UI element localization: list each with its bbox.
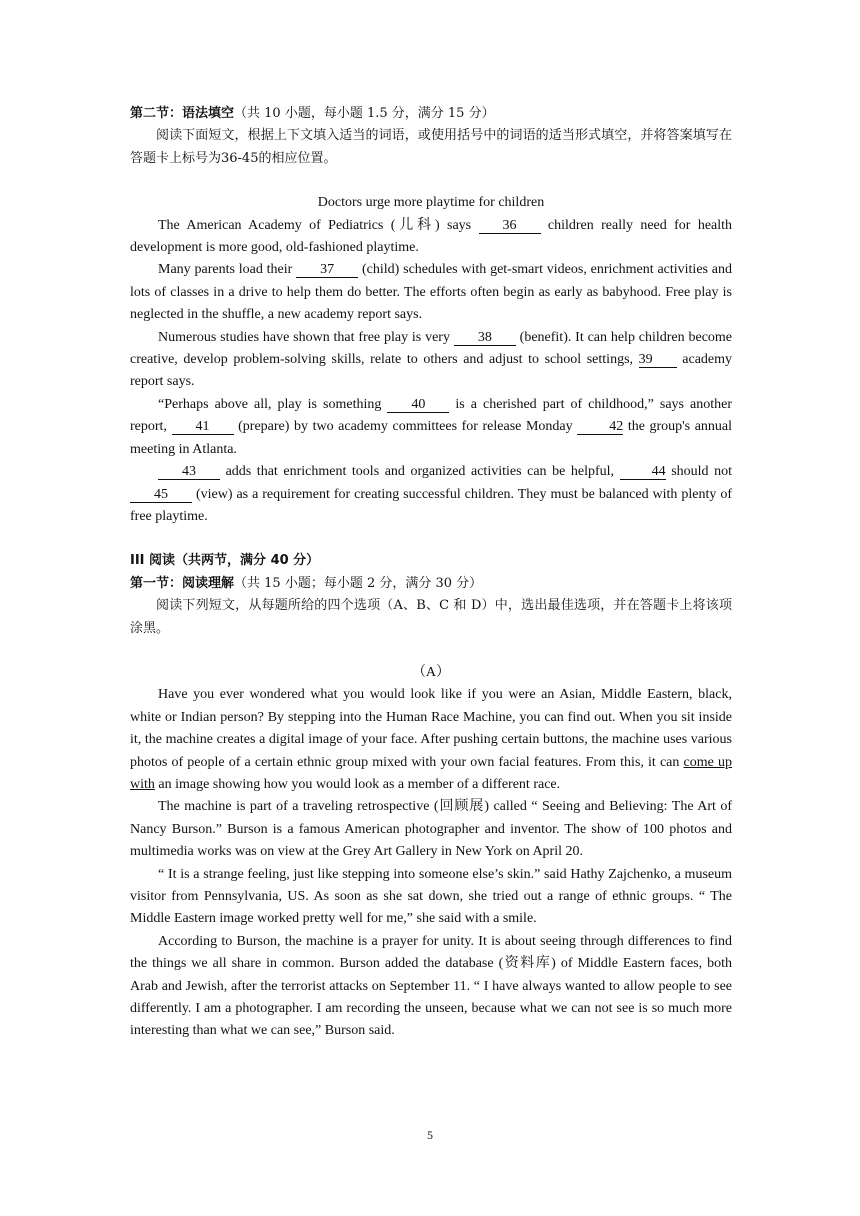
- part3-heading: III 阅读（共两节，满分 40 分）: [130, 553, 320, 569]
- part3-section1-bold: 第一节：阅读理解: [130, 575, 235, 591]
- section2-heading-note: （共 10 小题，每小题 1.5 分，满分 15 分）: [234, 106, 495, 121]
- part3-instruction: 阅读下列短文，从每题所给的四个选项（A、B、C 和 D）中，选出最佳选项，并在答题卡上将该项涂黑。: [130, 598, 732, 636]
- blank-45: 45: [130, 487, 192, 503]
- underlined-phrase: come up with: [130, 754, 733, 792]
- blank-37: 37: [296, 262, 358, 278]
- passage-a-paragraph-1: Have you ever wondered what you would look like if you were an Asian, Middle Eastern, black, white or Indian person? By stepping into the Human Race Machine, you can find out. When you sit inside it, the machine creates a digital image of your face. After pushing certain buttons, the machine uses various photos of people of a certain ethnic group mixed with your own facial features. From this, it can come up with an image showing how you would look as a member of a different race.: [130, 687, 733, 792]
- grammar-paragraph-2: Many parents load their 37 (child) schedules with get-smart videos, enrichment activities and lots of classes in a drive to help them do better. The efforts often begin as early as babyhood. Free play is neglected in the shuffle, a new academy report says.: [130, 262, 733, 323]
- passage-a-paragraph-2: The machine is part of a traveling retrospective (回顾展) called “ Seeing and Believing: The Art of Nancy Burson.” Burson is a famous American photographer and inventor. The show of 100 photos and multimedia works was on view at the Grey Art Gallery in New York on April 20.: [130, 799, 732, 860]
- section2-heading: [130, 103, 732, 125]
- blank-36: 36: [479, 218, 541, 234]
- exam-page: [130, 103, 732, 1043]
- part3-section1-heading: [130, 573, 732, 595]
- grammar-paragraph-5: 43 adds that enrichment tools and organized activities can be helpful, 44 should not 45 (view) as a requirement for creating successful children. They must be balanced with plenty of free playtime.: [130, 464, 733, 524]
- grammar-paragraph-1: The American Academy of Pediatrics (儿科) says 36 children really need for health development is more good, old-fashioned playtime.: [130, 217, 733, 256]
- blank-40: 40: [387, 397, 449, 413]
- blank-42: 42: [577, 419, 623, 435]
- blank-44: 44: [620, 464, 666, 480]
- passage-a-paragraph-4: According to Burson, the machine is a prayer for unity. It is about seeing through differences to find the things we all share in common. Burson added the database (资料库) of Middle Eastern faces, both Arab and Jewish, after the terrorist attacks on September 11. “ I have always wanted to allow people to see differently. I am a photographer. I am recording the unseen, because what we can not see is so much more interesting than what we can see,” Burson said.: [130, 933, 732, 1039]
- passage-a-paragraph-3: “ It is a strange feeling, just like stepping into someone else’s skin.” said Hathy Zajchenko, a museum visitor from Pennsylvania, US. As soon as she sat down, she tried out a range of ethnic groups. “ The Middle Eastern image worked pretty well for me,” she said with a smile.: [130, 866, 732, 927]
- page-number: 5: [427, 1128, 433, 1142]
- section2-instruction: 阅读下面短文，根据上下文填入适当的词语，或使用括号中的词语的适当形式填空，并将答案填写在答题卡上标号为36-45的相应位置。: [130, 128, 732, 166]
- grammar-passage-title: Doctors urge more playtime for children: [317, 195, 545, 211]
- part3-section1-note: （共 15 小题；每小题 2 分，满分 30 分）: [234, 575, 483, 591]
- grammar-paragraph-4: “Perhaps above all, play is something 40 is a cherished part of childhood,” says another report, 41 (prepare) by two academy committees for release Monday 42 the group's annual meeting in Atlanta.: [130, 396, 733, 457]
- section2-heading-bold: 第二节：语法填空: [130, 106, 235, 121]
- blank-43: 43: [158, 464, 220, 480]
- blank-38: 38: [454, 330, 516, 346]
- passage-a-label: （A）: [411, 664, 451, 680]
- grammar-paragraph-3: Numerous studies have shown that free play is very 38 (benefit). It can help children become creative, develop problem-solving skills, relate to others and adjust to school settings, 39 academy report says.: [130, 329, 733, 390]
- blank-41: 41: [172, 419, 234, 435]
- blank-39: 39: [639, 352, 677, 368]
